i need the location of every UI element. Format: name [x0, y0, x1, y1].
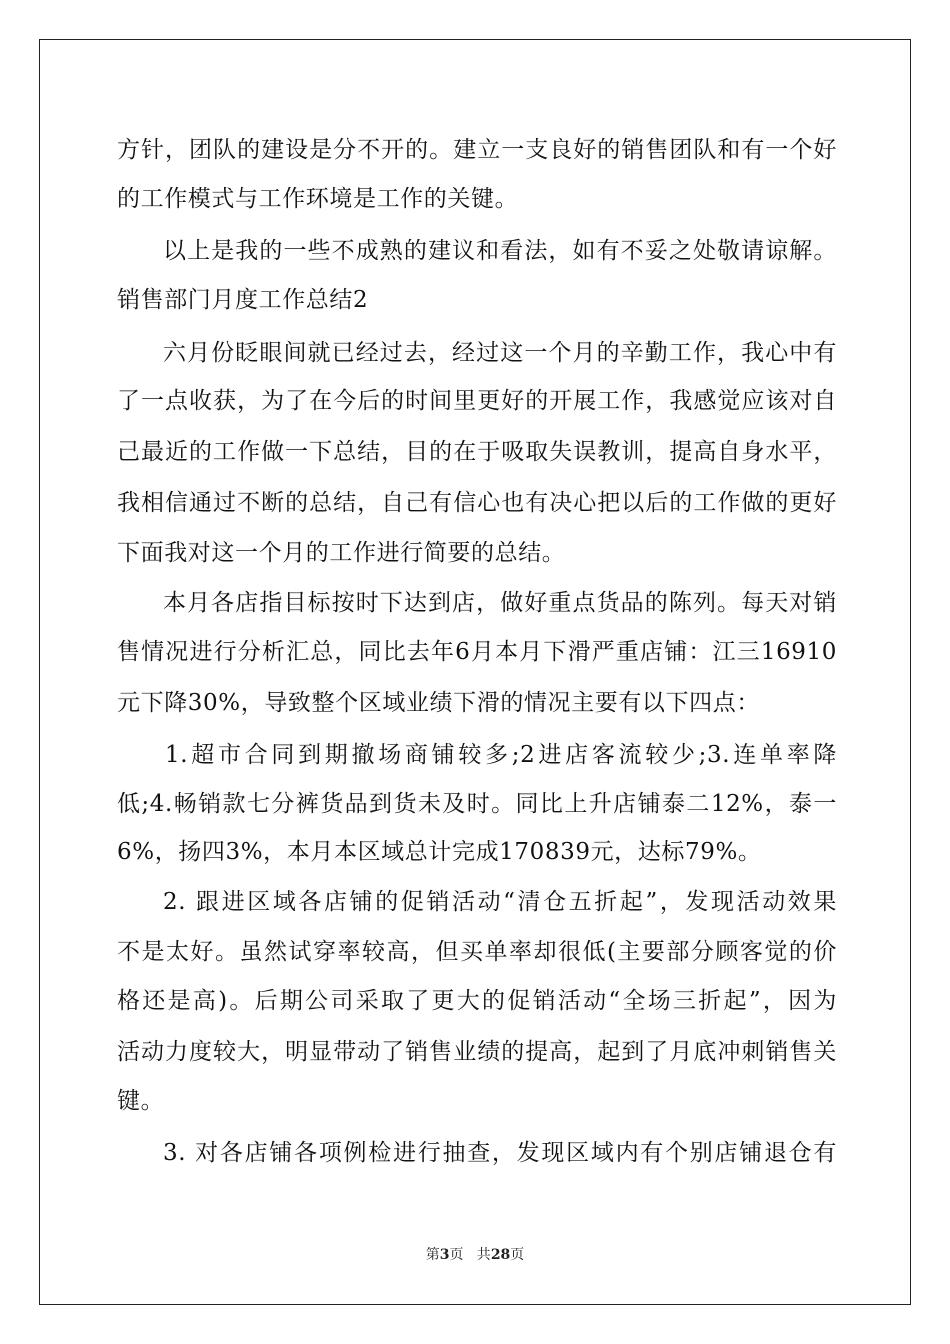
text-line: 不是太好。虽然试穿率较高，但买单率却很低(主要部分顾客觉的价 [117, 939, 837, 965]
page-footer [0, 1246, 950, 1264]
text-line: 3. 对各店铺各项例检进行抽查，发现区域内有个别店铺退仓有 [163, 1140, 837, 1166]
text-line: 元下降30%，导致整个区域业绩下滑的情况主要有以下四点： [117, 690, 760, 716]
text-line: 以上是我的一些不成熟的建议和看法，如有不妥之处敬请谅解。 [163, 238, 837, 264]
text-line: 2. 跟进区域各店铺的促销活动“清仓五折起”，发现活动效果 [163, 889, 837, 915]
footer-total-pages: 28 [490, 1247, 511, 1263]
text-line: 了一点收获，为了在今后的时间里更好的开展工作，我感觉应该对自 [117, 388, 837, 414]
footer-suffix: 页 [510, 1247, 525, 1263]
text-line: 1.超市合同到期撤场商铺较多;2进店客流较少;3.连单率降 [165, 742, 837, 768]
text-line: 我相信通过不断的总结，自己有信心也有决心把以后的工作做的更好 [117, 490, 837, 516]
text-line: 本月各店指目标按时下达到店，做好重点货品的陈列。每天对销 [163, 590, 837, 616]
text-line: 售情况进行分析汇总，同比去年6月本月下滑严重店铺：江三16910 [117, 639, 837, 665]
text-line: 活动力度较大，明显带动了销售业绩的提高，起到了月底冲刺销售关 [117, 1039, 837, 1065]
footer-prefix: 第 [425, 1247, 440, 1263]
text-line: 键。 [117, 1088, 165, 1114]
text-line: 低;4.畅销款七分裤货品到货未及时。同比上升店铺泰二12%，泰一 [117, 791, 837, 817]
footer-page-number: 3 [439, 1247, 450, 1263]
section-heading: 销售部门月度工作总结2 [117, 287, 369, 313]
text-line: 己最近的工作做一下总结，目的在于吸取失误教训，提高自身水平， [117, 439, 837, 465]
text-line: 格还是高)。后期公司采取了更大的促销活动“全场三折起”，因为 [117, 988, 837, 1014]
text-line: 六月份眨眼间就已经过去，经过这一个月的辛勤工作，我心中有 [163, 340, 837, 366]
text-line: 的工作模式与工作环境是工作的关键。 [117, 186, 519, 212]
text-line: 6%，扬四3%，本月本区域总计完成170839元，达标79%。 [117, 839, 762, 865]
text-line: 方针，团队的建设是分不开的。建立一支良好的销售团队和有一个好 [117, 137, 837, 163]
footer-middle: 页 共 [449, 1247, 491, 1263]
text-line: 下面我对这一个月的工作进行简要的总结。 [117, 540, 566, 566]
